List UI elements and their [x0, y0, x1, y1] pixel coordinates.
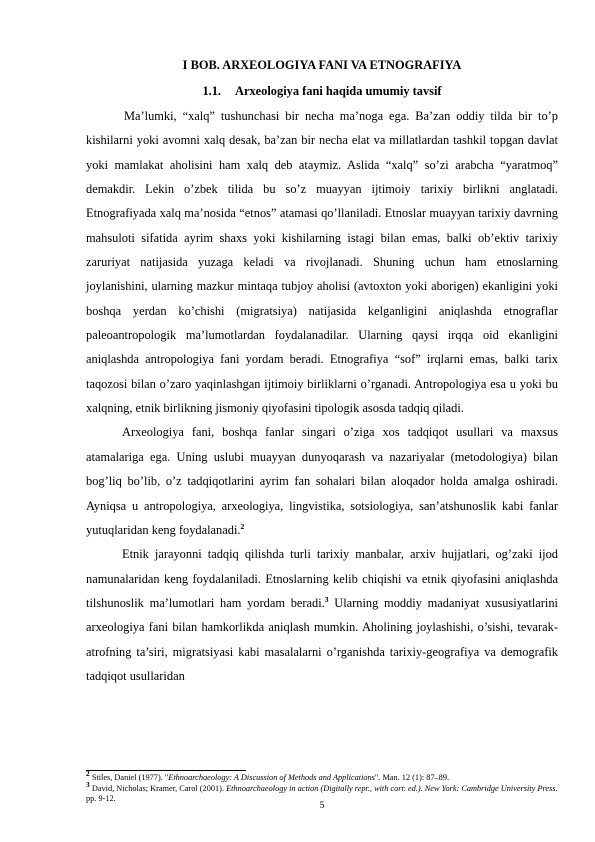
paragraph-1: [86, 104, 558, 420]
footnote-2-title: Ethnoarchaeology: A Discussion of Methods and Applications: [168, 773, 375, 782]
section-heading: [86, 84, 558, 99]
footnote-2-marker: 2: [86, 769, 90, 779]
page-number: 5: [319, 801, 325, 811]
paragraph-3-text-before: Etnik jarayonni tadqiq qilishda turli tarixiy manbalar, arxiv hujjatlari, og’zaki ijod namunalaridan keng foydalaniladi. Etnoslarning kelib chiqishi va etnik qiyofasini aniqlashda tilshunoslik ma’lumotlari ham yordam beradi.: [86, 547, 558, 610]
footnote-3-before: David, Nicholas; Kramer, Carol (2001).: [89, 783, 227, 793]
footnote-3-after: . pp. 9-12.: [86, 783, 558, 804]
chapter-title: I BOB. ARXEOLOGIYA FANI VA ETNOGRAFIYA: [182, 58, 462, 72]
footnote-2-after: ". Man. 12 (1): 87–89.: [374, 773, 450, 782]
section-title: Arxeologiya fani haqida umumiy tavsif: [235, 84, 442, 98]
footnote-2-before: Stiles, Daniel (1977). ": [89, 773, 169, 782]
body-text: [86, 104, 558, 688]
paragraph-2-text: Arxeologiya fani, boshqa fanlar singari o’ziga xos tadqiqot usullari va maxsus atamalariga ega. Uning uslubi muayyan dunyoqarash va nazariyalar (metodologiya) bilan bog’liq bo’lib, o’z tadqiqotlarini ayrim fan sohalari bilan aloqador holda amalga oshiradi. Ayniqsa u antropologiya, arxeologiya, lingvistika, sotsiologiya, san’atshunoslik kabi fanlar yutuqlaridan keng foydalanadi.: [86, 425, 558, 537]
paragraph-3: [86, 542, 558, 688]
footnotes: [86, 769, 558, 805]
paragraph-2: [86, 420, 558, 542]
footnote-3-title: Ethnoarchaeology in action (Digitally repr., with corr. ed.). New York: Cambridge University Press: [226, 783, 556, 793]
footnote-ref-3[interactable]: 3: [324, 594, 329, 604]
paragraph-3-text-after: Ularning moddiy madaniyat xususiyatlarini arxeologiya fani bilan hamkorlikda aniqlash mumkin. Aholining joylashishi, o’sishi, tevarak-atrofning ta’siri, migratsiyasi kabi masalalarni o’rganishda tarixiy-geografiya va demografik tadqiqot usullaridan: [86, 595, 558, 683]
footnote-separator: [86, 770, 246, 771]
section-number: 1.1.: [202, 84, 222, 98]
footnote-2: [86, 769, 558, 784]
footnote-ref-2[interactable]: 2: [240, 521, 245, 531]
paragraph-1-text: Ma’lumki, “xalq” tushunchasi bir necha ma’noga ega. Ba’zan oddiy tilda bir to’p kishilarni yoki avomni xalq desak, ba’zan bir necha elat va millatlardan tashkil topgan davlat yoki mamlakat aholisini ham xalq deb ataymiz. Aslida “xalq” so’zi arabcha “yaratmoq” demakdir. Lekin o’zbek tilida bu so’z muayyan ijtimoiy tarixiy birlikni anglatadi. Etnografiyada xalq ma’nosida “etnos” atamasi qo’llaniladi. Etnoslar muayyan tarixiy davrning mahsuloti sifatida ayrim shaxs yoki kishilarning istagi bilan emas, balki ob’ektiv tarixiy zaruriyat natijasida yuzaga keladi va rivojlanadi. Shuning uchun ham etnoslarning joylanishini, ularning mazkur mintaqa tubjoy aholisi (avtoxton yoki aborigen) ekanligini yoki boshqa yerdan ko’chishi (migratsiya) natijasida kelganligini aniqlashda etnograflar paleoantropologik ma’lumotlardan foydalanadilar. Ularning qaysi irqqa oid ekanligini aniqlashda antropologiya fani yordam beradi. Etnografiya “sof” irqlarni emas, balki tarix taqozosi bilan o’zaro yaqinlashgan ijtimoiy birliklarni o’rganadi. Antropologiya esa u yoki bu xalqning, etnik birlikning jismoniy qiyofasini tipologik asosda tadqiq qiladi.: [86, 109, 558, 416]
footnote-3-marker: 3: [86, 779, 90, 789]
